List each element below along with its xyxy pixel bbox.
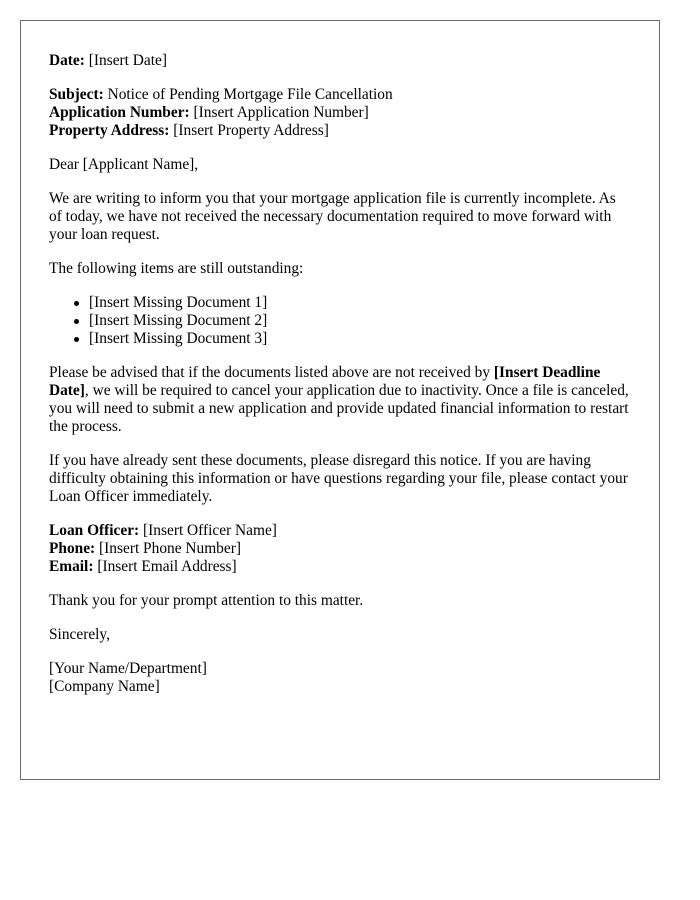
phone-label: Phone: — [49, 540, 96, 557]
disregard-paragraph: If you have already sent these documents, please disregard this notice. If you are having difficulty obtaining this information or have questions regarding your file, please contact your Loan Officer immediately. — [49, 452, 628, 505]
date-label: Date: — [49, 52, 85, 69]
phone-value: [Insert Phone Number] — [99, 540, 241, 557]
missing-documents-list — [49, 294, 631, 348]
intro-paragraph: We are writing to inform you that your mortgage application file is currently incomplete. As of today, we have not received the necessary documentation required to move forward with your loan request. — [49, 190, 616, 243]
deadline-text-after: , we will be required to cancel your application due to inactivity. Once a file is canceled, you will need to submit a new application and provide updated financial information to restart the process. — [49, 382, 629, 435]
salutation: Dear [Applicant Name], — [49, 156, 199, 173]
list-item: [Insert Missing Document 3] — [89, 330, 631, 348]
property-address-label: Property Address: — [49, 122, 170, 139]
outstanding-intro: The following items are still outstanding: — [49, 260, 304, 277]
property-address-line — [49, 122, 631, 140]
email-value: [Insert Email Address] — [97, 558, 237, 575]
subject-value: Notice of Pending Mortgage File Cancellation — [107, 86, 393, 103]
loan-officer-value: [Insert Officer Name] — [143, 522, 277, 539]
thanks-line: Thank you for your prompt attention to this matter. — [49, 592, 364, 609]
application-number-label: Application Number: — [49, 104, 190, 121]
subject-label: Subject: — [49, 86, 104, 103]
email-label: Email: — [49, 558, 94, 575]
letter-page — [20, 20, 660, 780]
closing-line: Sincerely, — [49, 626, 110, 643]
date-value: [Insert Date] — [88, 52, 167, 69]
contact-block — [49, 522, 631, 576]
list-item: [Insert Missing Document 1] — [89, 294, 631, 312]
signature-name: [Your Name/Department] — [49, 660, 207, 677]
phone-line — [49, 540, 631, 558]
application-number-line — [49, 104, 631, 122]
deadline-paragraph — [49, 364, 631, 436]
deadline-date: [Insert Deadline Date] — [49, 364, 601, 399]
property-address-value: [Insert Property Address] — [173, 122, 329, 139]
date-line — [49, 52, 631, 70]
signature-company: [Company Name] — [49, 678, 160, 695]
signature-block — [49, 660, 631, 696]
list-item: [Insert Missing Document 2] — [89, 312, 631, 330]
email-line — [49, 558, 631, 576]
loan-officer-label: Loan Officer: — [49, 522, 140, 539]
subject-line — [49, 86, 631, 104]
deadline-text-before: Please be advised that if the documents listed above are not received by — [49, 364, 494, 381]
letter-header — [49, 86, 631, 140]
loan-officer-line — [49, 522, 631, 540]
application-number-value: [Insert Application Number] — [193, 104, 369, 121]
